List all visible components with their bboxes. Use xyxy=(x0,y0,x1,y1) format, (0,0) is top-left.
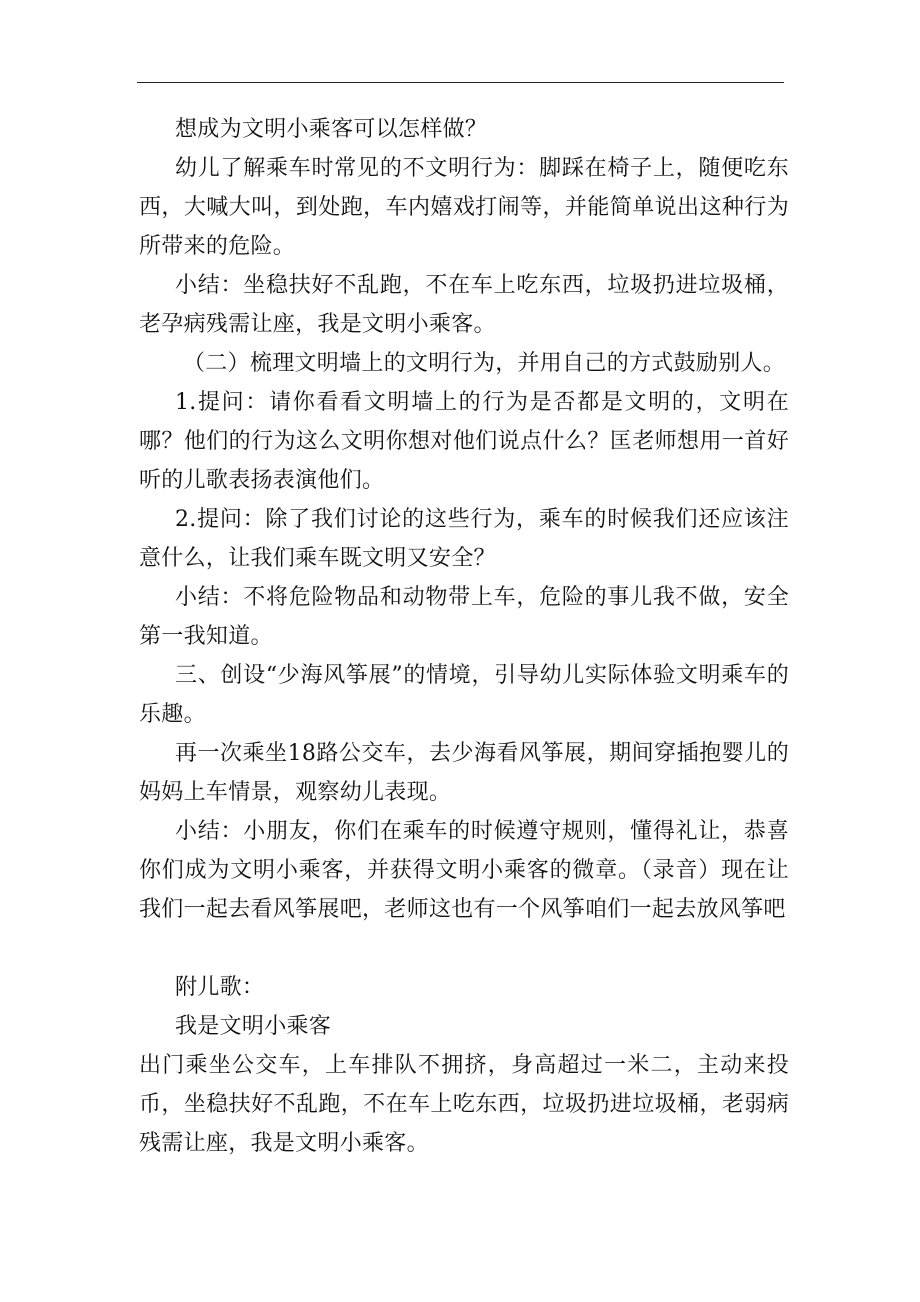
paragraph-question-1: 1.提问：请你看看文明墙上的行为是否都是文明的，文明在哪？他们的行为这么文明你想对他们说点什么？匡老师想用一首好听的儿歌表扬表演他们。 xyxy=(139,390,789,493)
paragraph-section-2: （二）梳理文明墙上的文明行为，并用自己的方式鼓励别人。 xyxy=(183,351,786,376)
paragraph-summary-2: 小结：不将危险物品和动物带上车，危险的事儿我不做，安全第一我知道。 xyxy=(139,585,789,649)
song-title: 我是文明小乘客 xyxy=(175,1014,332,1039)
appendix-label: 附儿歌： xyxy=(175,975,265,1000)
paragraph-summary-1: 小结：坐稳扶好不乱跑，不在车上吃东西，垃圾扔进垃圾桶，老孕病残需让座，我是文明小乘客。 xyxy=(139,273,789,337)
paragraph-uncivil-behaviors: 幼儿了解乘车时常见的不文明行为：脚踩在椅子上，随便吃东西，大喊大叫，到处跑，车内嬉戏打闹等，并能简单说出这种行为所带来的危险。 xyxy=(139,156,789,259)
paragraph-question: 想成为文明小乘客可以怎样做？ xyxy=(175,117,488,142)
paragraph-summary-3: 小结：小朋友，你们在乘车的时候遵守规则，懂得礼让，恭喜你们成为文明小乘客，并获得文明小乘客的微章。（录音）现在让我们一起去看风筝展吧，老师这也有一个风筝咱们一起去放风筝吧 xyxy=(139,819,789,922)
paragraph-bus-ride: 再一次乘坐18路公交车，去少海看风筝展，期间穿插抱婴儿的妈妈上车情景，观察幼儿表现。 xyxy=(139,741,789,805)
paragraph-question-2: 2.提问：除了我们讨论的这些行为，乘车的时候我们还应该注意什么，让我们乘车既文明又安全？ xyxy=(139,507,789,571)
paragraph-section-3: 三、创设“少海风筝展”的情境，引导幼儿实际体验文明乘车的乐趣。 xyxy=(139,663,789,727)
song-body: 出门乘坐公交车，上车排队不拥挤，身高超过一米二，主动来投币，坐稳扶好不乱跑，不在车上吃东西，垃圾扔进垃圾桶，老弱病残需让座，我是文明小乘客。 xyxy=(139,1053,789,1156)
header-rule xyxy=(137,82,784,83)
document-body xyxy=(139,110,789,1163)
blank-line xyxy=(139,929,789,968)
